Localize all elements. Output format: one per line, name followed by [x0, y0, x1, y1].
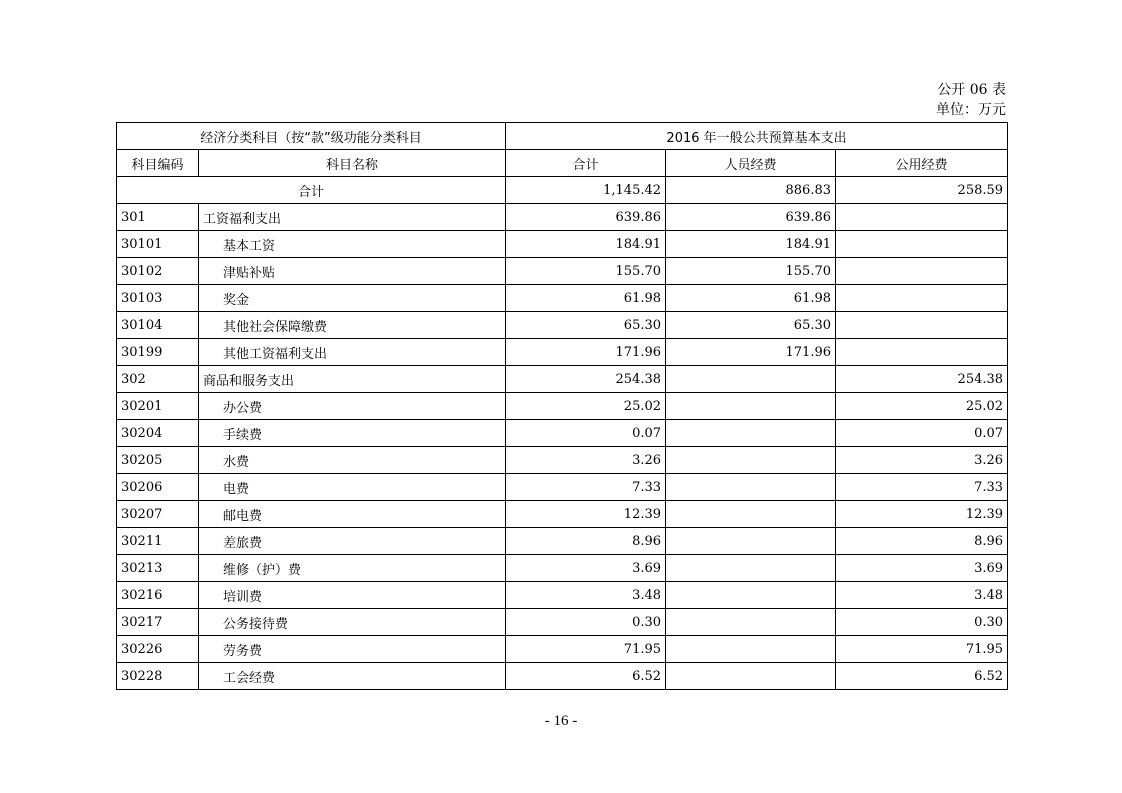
row-total: 184.91 [506, 231, 666, 258]
row-personnel [666, 528, 836, 555]
row-public [836, 339, 1008, 366]
row-code: 30205 [117, 447, 199, 474]
form-number: 公开 06 表 [937, 82, 1006, 98]
row-total: 61.98 [506, 285, 666, 312]
table-row [117, 204, 1008, 231]
row-total: 7.33 [506, 474, 666, 501]
row-total: 0.07 [506, 420, 666, 447]
table-row [117, 393, 1008, 420]
row-public: 6.52 [836, 663, 1008, 690]
table-row [117, 447, 1008, 474]
row-code: 30216 [117, 582, 199, 609]
row-public [836, 204, 1008, 231]
row-code: 30103 [117, 285, 199, 312]
row-total: 3.48 [506, 582, 666, 609]
row-total: 12.39 [506, 501, 666, 528]
row-personnel [666, 501, 836, 528]
row-name: 手续费 [199, 420, 506, 447]
row-total: 171.96 [506, 339, 666, 366]
column-header-personnel: 人员经费 [666, 150, 836, 177]
row-code: 30226 [117, 636, 199, 663]
row-code: 30217 [117, 609, 199, 636]
row-personnel [666, 636, 836, 663]
table-row [117, 528, 1008, 555]
row-total: 254.38 [506, 366, 666, 393]
row-name: 奖金 [199, 285, 506, 312]
table-row [117, 258, 1008, 285]
row-public: 12.39 [836, 501, 1008, 528]
row-name: 公务接待费 [199, 609, 506, 636]
row-public: 254.38 [836, 366, 1008, 393]
page-header [936, 80, 1006, 120]
table-row [117, 231, 1008, 258]
row-public: 25.02 [836, 393, 1008, 420]
row-total: 3.69 [506, 555, 666, 582]
row-public: 0.30 [836, 609, 1008, 636]
row-personnel: 65.30 [666, 312, 836, 339]
row-personnel [666, 393, 836, 420]
row-public [836, 231, 1008, 258]
row-personnel [666, 663, 836, 690]
table-group-header-row [117, 123, 1008, 150]
row-code: 30104 [117, 312, 199, 339]
unit-label: 单位：万元 [936, 102, 1006, 118]
row-total: 65.30 [506, 312, 666, 339]
table-row [117, 474, 1008, 501]
row-personnel: 61.98 [666, 285, 836, 312]
row-personnel [666, 609, 836, 636]
row-code: 30213 [117, 555, 199, 582]
row-personnel [666, 582, 836, 609]
row-public: 7.33 [836, 474, 1008, 501]
table-row [117, 339, 1008, 366]
row-personnel: 184.91 [666, 231, 836, 258]
group-header-budget: 2016 年一般公共预算基本支出 [506, 123, 1008, 150]
row-public: 8.96 [836, 528, 1008, 555]
table-row [117, 663, 1008, 690]
row-code: 30201 [117, 393, 199, 420]
row-code: 302 [117, 366, 199, 393]
row-total: 3.26 [506, 447, 666, 474]
row-name: 劳务费 [199, 636, 506, 663]
table-row [117, 312, 1008, 339]
row-name: 邮电费 [199, 501, 506, 528]
row-personnel: 155.70 [666, 258, 836, 285]
row-code: 301 [117, 204, 199, 231]
row-total: 8.96 [506, 528, 666, 555]
row-personnel [666, 447, 836, 474]
row-code: 30211 [117, 528, 199, 555]
row-code: 30199 [117, 339, 199, 366]
table-row [117, 501, 1008, 528]
row-public: 3.69 [836, 555, 1008, 582]
total-row [117, 177, 1008, 204]
column-header-public: 公用经费 [836, 150, 1008, 177]
page-number: - 16 - [544, 713, 578, 729]
row-code: 30228 [117, 663, 199, 690]
row-code: 30206 [117, 474, 199, 501]
row-name: 基本工资 [199, 231, 506, 258]
table-row [117, 636, 1008, 663]
row-code: 30102 [117, 258, 199, 285]
row-public [836, 312, 1008, 339]
column-header-total: 合计 [506, 150, 666, 177]
total-row-personnel: 886.83 [666, 177, 836, 204]
row-name: 水费 [199, 447, 506, 474]
row-total: 71.95 [506, 636, 666, 663]
row-total: 155.70 [506, 258, 666, 285]
row-public: 3.26 [836, 447, 1008, 474]
row-public: 0.07 [836, 420, 1008, 447]
column-header-code: 科目编码 [117, 150, 199, 177]
row-name: 差旅费 [199, 528, 506, 555]
table-column-header-row [117, 150, 1008, 177]
row-name: 维修（护）费 [199, 555, 506, 582]
row-personnel [666, 420, 836, 447]
column-header-name: 科目名称 [199, 150, 506, 177]
group-header-classification: 经济分类科目（按“款”级功能分类科目 [117, 123, 506, 150]
row-public: 3.48 [836, 582, 1008, 609]
row-personnel [666, 366, 836, 393]
total-row-label: 合计 [117, 177, 506, 204]
row-public [836, 285, 1008, 312]
budget-expenditure-table [116, 122, 1008, 690]
table-row [117, 285, 1008, 312]
table-row [117, 582, 1008, 609]
row-personnel: 171.96 [666, 339, 836, 366]
row-total: 25.02 [506, 393, 666, 420]
row-name: 电费 [199, 474, 506, 501]
row-name: 培训费 [199, 582, 506, 609]
row-code: 30207 [117, 501, 199, 528]
row-total: 0.30 [506, 609, 666, 636]
row-name: 办公费 [199, 393, 506, 420]
row-public [836, 258, 1008, 285]
row-name: 工会经费 [199, 663, 506, 690]
table-row [117, 366, 1008, 393]
row-name: 工资福利支出 [199, 204, 506, 231]
table-row [117, 555, 1008, 582]
row-personnel: 639.86 [666, 204, 836, 231]
table-row [117, 420, 1008, 447]
row-name: 津贴补贴 [199, 258, 506, 285]
row-total: 639.86 [506, 204, 666, 231]
row-name: 其他社会保障缴费 [199, 312, 506, 339]
row-name: 其他工资福利支出 [199, 339, 506, 366]
row-total: 6.52 [506, 663, 666, 690]
row-code: 30204 [117, 420, 199, 447]
row-public: 71.95 [836, 636, 1008, 663]
row-code: 30101 [117, 231, 199, 258]
row-name: 商品和服务支出 [199, 366, 506, 393]
table-row [117, 609, 1008, 636]
total-row-public: 258.59 [836, 177, 1008, 204]
row-personnel [666, 474, 836, 501]
row-personnel [666, 555, 836, 582]
total-row-total: 1,145.42 [506, 177, 666, 204]
